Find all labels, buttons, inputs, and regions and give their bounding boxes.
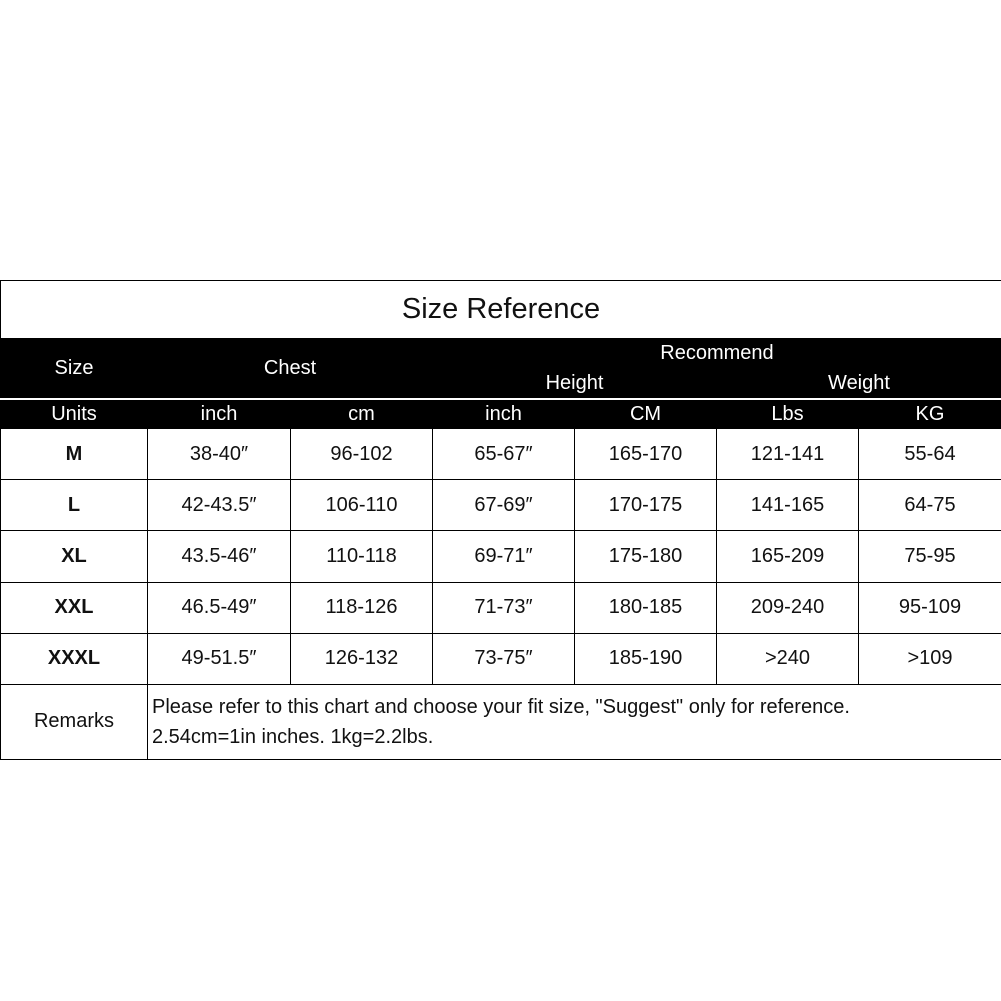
- table-row: [1, 480, 1001, 531]
- chest-cm-cell: 126-132: [291, 633, 433, 684]
- size-cell: XXXL: [1, 633, 148, 684]
- weight-lbs-cell: 165-209: [717, 531, 859, 582]
- units-label: Units: [1, 399, 148, 429]
- chest-inch-cell: 49-51.5″: [148, 633, 291, 684]
- table-row: [1, 633, 1001, 684]
- height-inch-cell: 65-67″: [433, 429, 575, 480]
- height-inch-cell: 71-73″: [433, 582, 575, 633]
- remarks-label: Remarks: [1, 684, 148, 759]
- weight-lbs-cell: 209-240: [717, 582, 859, 633]
- chest-cm-cell: 118-126: [291, 582, 433, 633]
- chest-header: Chest: [148, 339, 433, 400]
- table-row: [1, 429, 1001, 480]
- height-inch-cell: 67-69″: [433, 480, 575, 531]
- height-inch-cell: 73-75″: [433, 633, 575, 684]
- table-row: [1, 582, 1001, 633]
- chest-inch-cell: 38-40″: [148, 429, 291, 480]
- units-chest-cm: cm: [291, 399, 433, 429]
- height-cm-cell: 175-180: [575, 531, 717, 582]
- weight-kg-cell: >109: [859, 633, 1001, 684]
- size-cell: XXL: [1, 582, 148, 633]
- remarks-line-1: Please refer to this chart and choose your fit size, "Suggest" only for reference.: [152, 695, 850, 718]
- chest-cm-cell: 96-102: [291, 429, 433, 480]
- units-weight-kg: KG: [859, 399, 1001, 429]
- remarks-row: [1, 684, 1001, 759]
- units-weight-lbs: Lbs: [717, 399, 859, 429]
- weight-kg-cell: 64-75: [859, 480, 1001, 531]
- weight-lbs-cell: 141-165: [717, 480, 859, 531]
- remarks-line-2: 2.54cm=1in inches. 1kg=2.2lbs.: [152, 725, 434, 748]
- size-reference-table: [0, 280, 1001, 760]
- chest-inch-cell: 46.5-49″: [148, 582, 291, 633]
- chest-inch-cell: 42-43.5″: [148, 480, 291, 531]
- height-cm-cell: 185-190: [575, 633, 717, 684]
- weight-header: Weight: [717, 369, 1001, 400]
- height-cm-cell: 170-175: [575, 480, 717, 531]
- chest-cm-cell: 106-110: [291, 480, 433, 531]
- units-height-inch: inch: [433, 399, 575, 429]
- height-inch-cell: 69-71″: [433, 531, 575, 582]
- table-row: [1, 531, 1001, 582]
- units-height-cm: CM: [575, 399, 717, 429]
- remarks-text: [148, 684, 1001, 759]
- size-cell: XL: [1, 531, 148, 582]
- units-chest-inch: inch: [148, 399, 291, 429]
- size-cell: L: [1, 480, 148, 531]
- height-cm-cell: 165-170: [575, 429, 717, 480]
- table-title: Size Reference: [1, 281, 1001, 339]
- weight-lbs-cell: 121-141: [717, 429, 859, 480]
- height-header: Height: [433, 369, 717, 400]
- weight-lbs-cell: >240: [717, 633, 859, 684]
- chest-inch-cell: 43.5-46″: [148, 531, 291, 582]
- height-cm-cell: 180-185: [575, 582, 717, 633]
- weight-kg-cell: 75-95: [859, 531, 1001, 582]
- weight-kg-cell: 95-109: [859, 582, 1001, 633]
- weight-kg-cell: 55-64: [859, 429, 1001, 480]
- recommend-header: Recommend: [433, 339, 1001, 369]
- chest-cm-cell: 110-118: [291, 531, 433, 582]
- size-header: Size: [1, 339, 148, 400]
- size-cell: M: [1, 429, 148, 480]
